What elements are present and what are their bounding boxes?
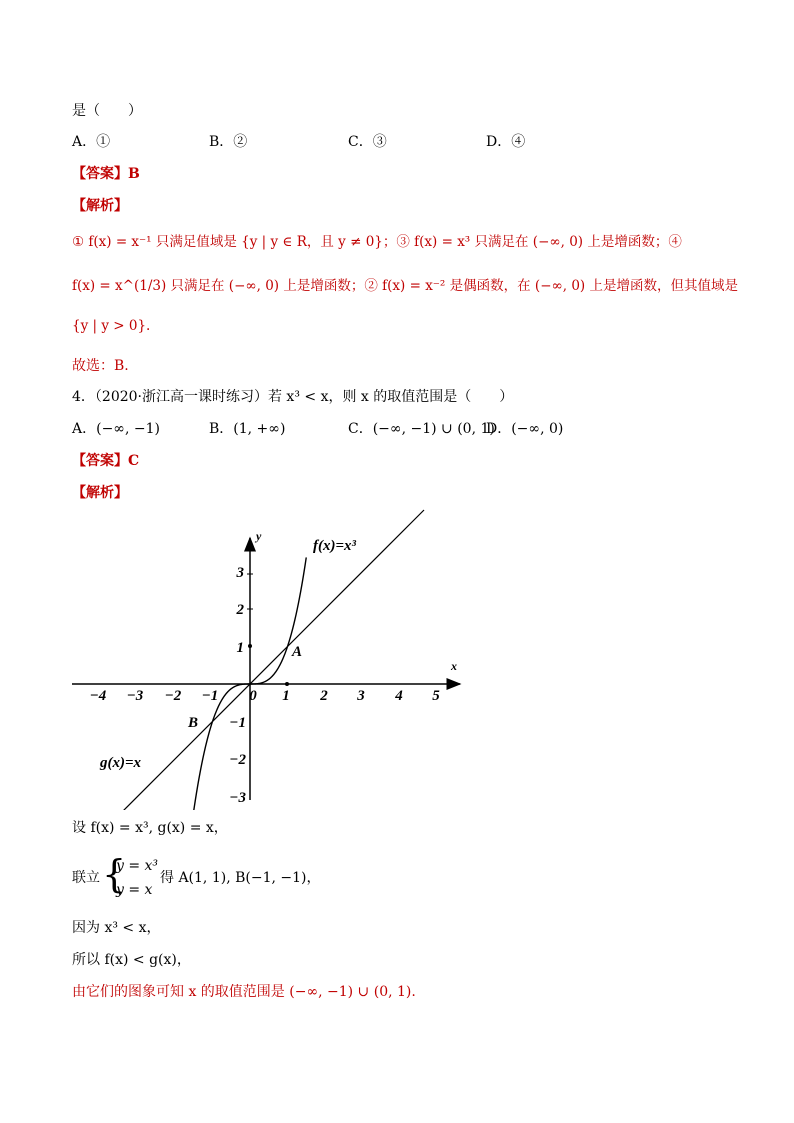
q3-analysis-line1: ① f(x) = x⁻¹ 只满足值域是 {y | y ∈ R，且 y ≠ 0}；③ f(x) = x³ 只满足在 (−∞, 0) 上是增函数；④ bbox=[72, 234, 682, 250]
curve-label: f(x)=x³ bbox=[313, 538, 357, 554]
q3-stem-end: 是（ ） bbox=[72, 103, 142, 119]
q3-option-b: B．② bbox=[209, 134, 248, 150]
x-tick-label: 4 bbox=[395, 688, 403, 704]
x-axis-label: x bbox=[451, 659, 457, 673]
point-b-label: B bbox=[188, 715, 199, 731]
q3-analysis-label: 【解析】 bbox=[72, 198, 128, 214]
q4-solution-line1: 设 f(x) = x³, g(x) = x， bbox=[72, 820, 228, 836]
q4-option-c: C．(−∞, −1) ∪ (0, 1) bbox=[348, 421, 495, 437]
y-tick-label: 3 bbox=[236, 565, 244, 581]
x-tick-label: −2 bbox=[164, 688, 182, 704]
point-a-label: A bbox=[292, 644, 303, 660]
x-tick-label: −1 bbox=[201, 688, 219, 704]
q4-option-a: A．(−∞, −1) bbox=[72, 421, 160, 437]
system-brace: { bbox=[102, 852, 127, 896]
q4-answer: 【答案】C bbox=[72, 453, 140, 469]
q4-analysis-label: 【解析】 bbox=[72, 485, 128, 501]
y-tick-label: −3 bbox=[229, 790, 246, 806]
q4-option-d: D．(−∞, 0) bbox=[486, 421, 564, 437]
x-tick-label: −4 bbox=[89, 688, 107, 704]
y-tick-label: −1 bbox=[229, 715, 246, 731]
q3-option-d: D．④ bbox=[486, 134, 526, 150]
x-tick-label: 5 bbox=[432, 688, 440, 704]
q4-solution-line5: 由它们的图象可知 x 的取值范围是 (−∞, −1) ∪ (0, 1). bbox=[72, 984, 416, 1000]
q4-solution-line3: 因为 x³ < x， bbox=[72, 920, 161, 936]
system-result: 得 A(1, 1), B(−1, −1)， bbox=[160, 870, 321, 886]
y-axis-label: y bbox=[256, 529, 262, 543]
q3-analysis-line3: {y | y > 0}. bbox=[72, 318, 151, 334]
x-tick-label: −3 bbox=[126, 688, 144, 704]
q3-answer: 【答案】B bbox=[72, 166, 140, 182]
system-equation-1: y = x³ bbox=[116, 858, 159, 874]
q3-option-a: A．① bbox=[72, 134, 111, 150]
q4-stem: 4．（2020·浙江高一课时练习）若 x³ < x，则 x 的取值范围是（ ） bbox=[72, 389, 514, 405]
q3-analysis-line2: f(x) = x^(1/3) 只满足在 (−∞, 0) 上是增函数；② f(x) = x⁻² 是偶函数，在 (−∞, 0) 上是增函数，但其值域是 bbox=[72, 278, 738, 294]
q4-option-b: B．(1, +∞) bbox=[209, 421, 286, 437]
line-label: g(x)=x bbox=[100, 755, 142, 771]
y-tick-label: 2 bbox=[236, 602, 244, 618]
x-unit-dot bbox=[285, 682, 289, 686]
system-equation-2: y = x bbox=[116, 882, 153, 898]
q3-option-c: C．③ bbox=[348, 134, 387, 150]
q4-solution-line4: 所以 f(x) < g(x)， bbox=[72, 952, 191, 968]
x-tick-label: 1 bbox=[282, 688, 290, 704]
system-prefix: 联立 bbox=[72, 870, 100, 886]
y-tick-label: −2 bbox=[229, 752, 246, 768]
x-tick-label: 2 bbox=[320, 688, 328, 704]
y-tick-label: 1 bbox=[236, 640, 244, 656]
x-tick-label: 3 bbox=[357, 688, 365, 704]
function-graph bbox=[60, 500, 480, 810]
q3-conclusion: 故选：B. bbox=[72, 358, 129, 374]
line-g bbox=[120, 510, 424, 810]
origin-label: 0 bbox=[249, 688, 257, 704]
y-unit-dot bbox=[248, 644, 252, 648]
